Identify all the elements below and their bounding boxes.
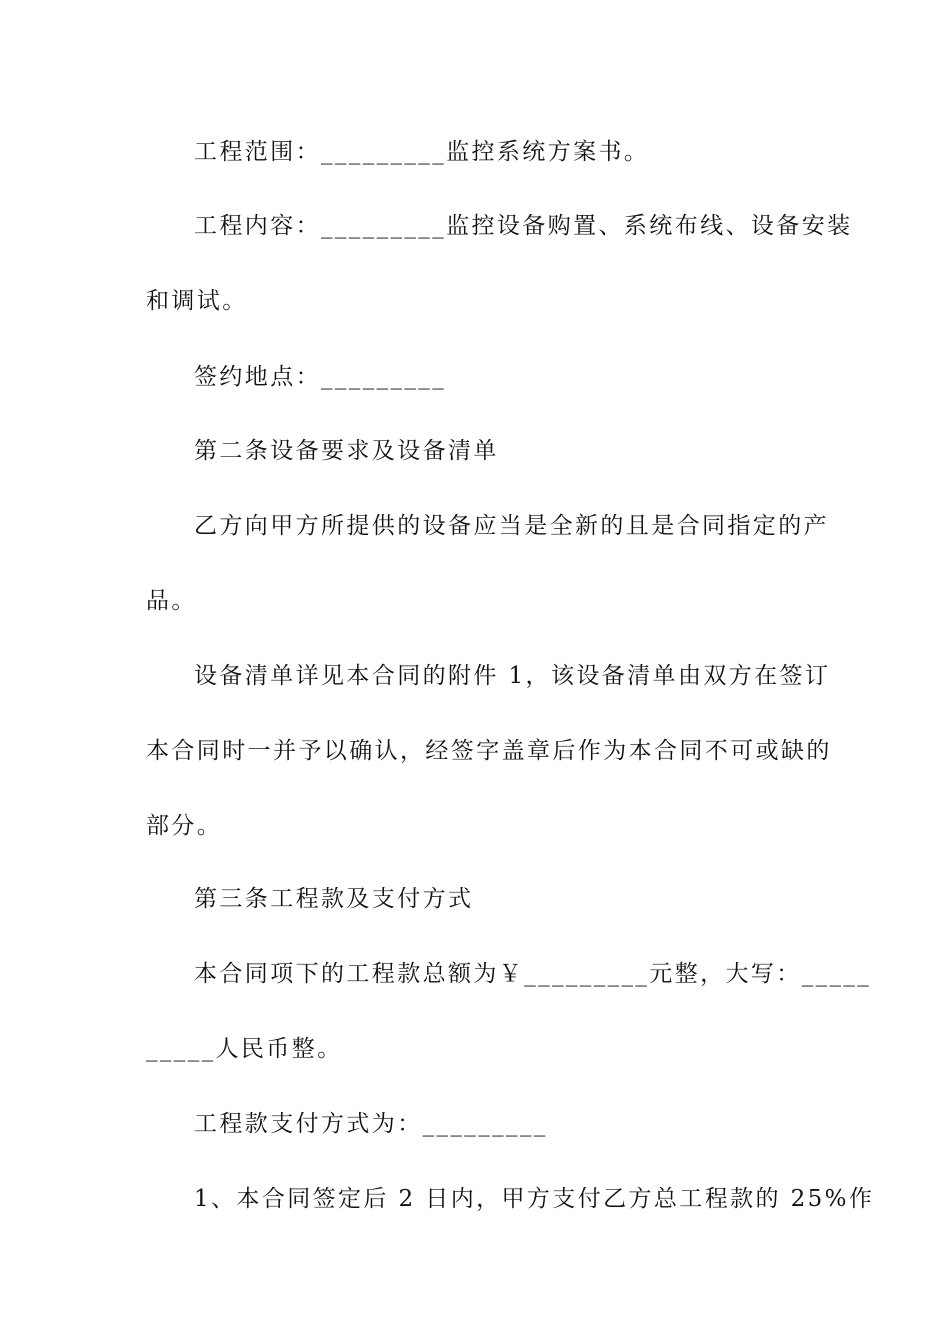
- doc-line-payment-method: 工程款支付方式为：_________: [194, 1111, 548, 1137]
- doc-line-equipment-list: 设备清单详见本合同的附件 1，该设备清单由双方在签订: [194, 663, 831, 689]
- doc-line-project-content: 工程内容：_________监控设备购置、系统布线、设备安装: [194, 213, 853, 239]
- doc-line-total-amount-cont: _____人民币整。: [146, 1036, 343, 1062]
- doc-line-equipment-requirement-cont: 品。: [146, 588, 197, 614]
- doc-line-equipment-list-cont-2: 部分。: [146, 813, 223, 839]
- doc-line-total-amount: 本合同项下的工程款总额为￥_________元整，大写：_____: [194, 961, 872, 987]
- doc-line-project-content-cont: 和调试。: [146, 288, 248, 314]
- section-heading-article-2: 第二条设备要求及设备清单: [194, 438, 499, 464]
- doc-line-signing-place: 签约地点：_________: [194, 364, 447, 390]
- doc-line-payment-item-1: 1、本合同签定后 2 日内，甲方支付乙方总工程款的 25%作: [194, 1186, 875, 1212]
- doc-line-project-scope: 工程范围：_________监控系统方案书。: [194, 139, 650, 165]
- doc-line-equipment-list-cont-1: 本合同时一并予以确认，经签字盖章后作为本合同不可或缺的: [146, 738, 832, 764]
- section-heading-article-3: 第三条工程款及支付方式: [194, 886, 474, 912]
- doc-line-equipment-requirement: 乙方向甲方所提供的设备应当是全新的且是合同指定的产: [194, 513, 829, 539]
